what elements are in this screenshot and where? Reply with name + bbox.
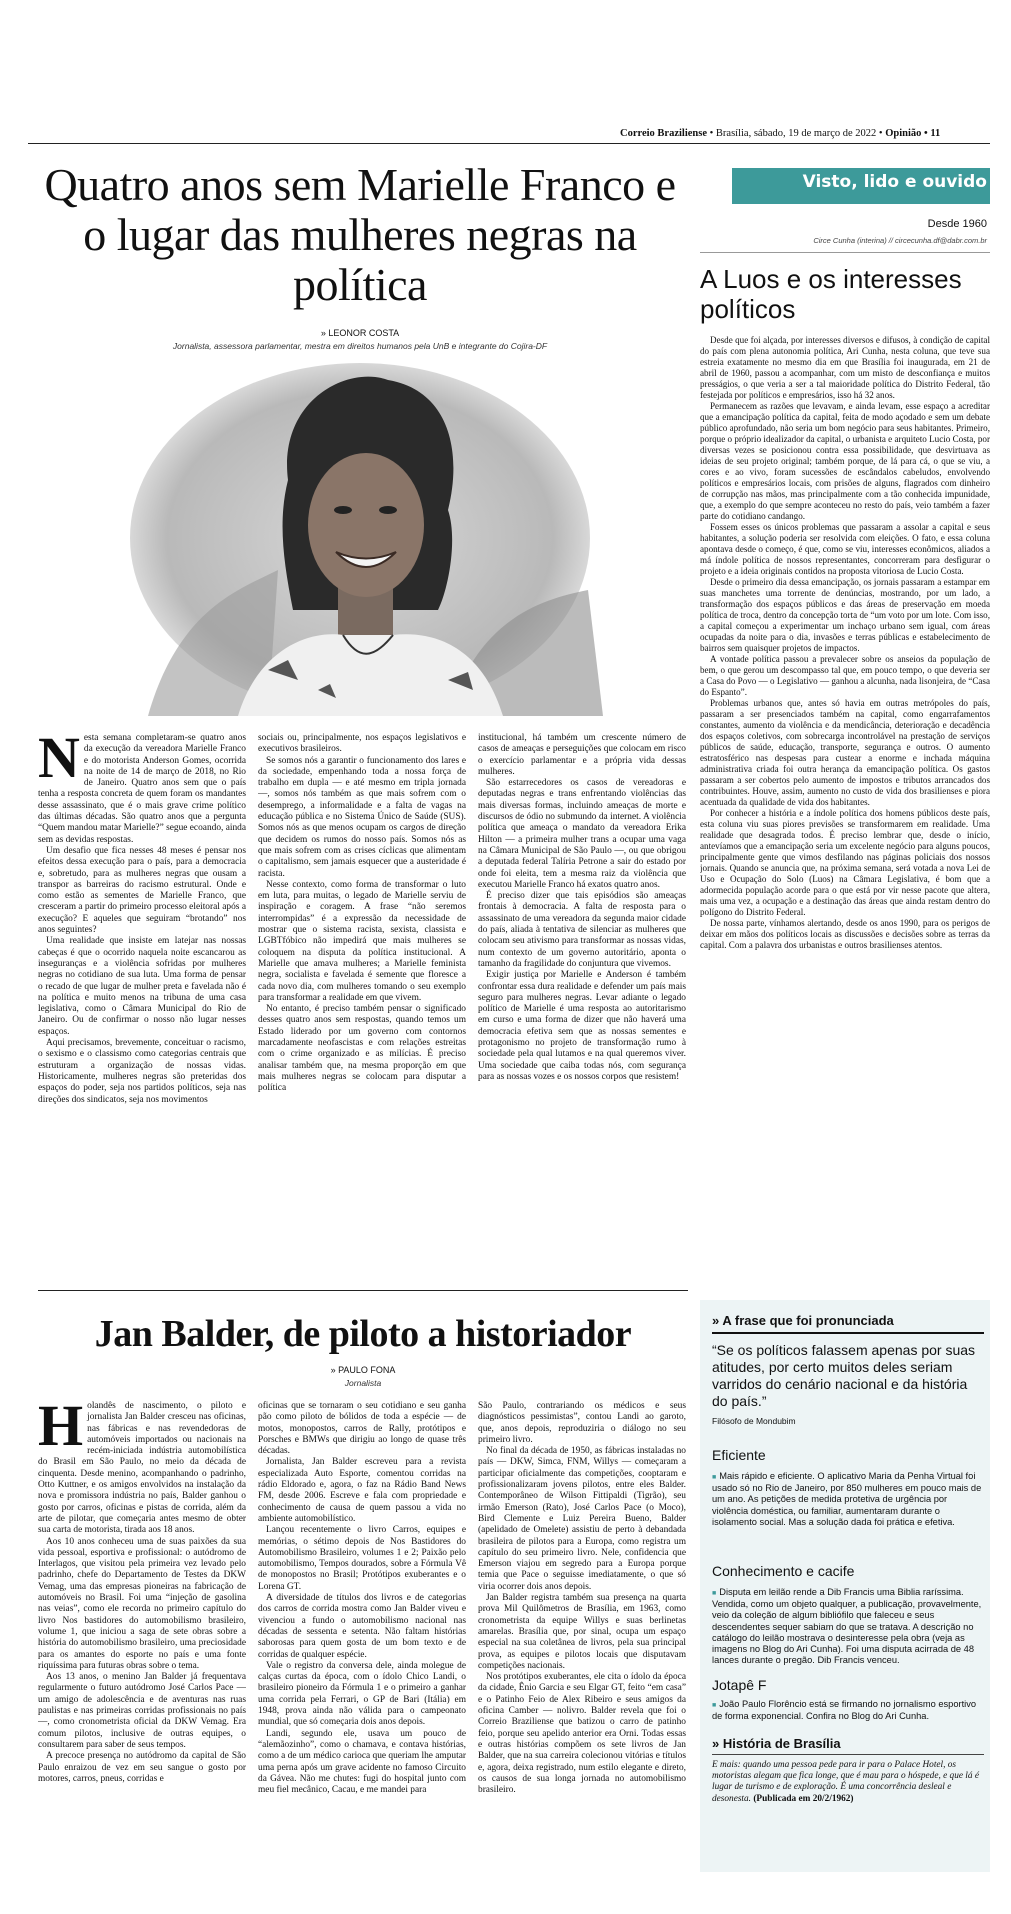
column-separator: [700, 252, 990, 253]
article-column-2: [258, 733, 466, 1281]
page-header: [620, 128, 990, 139]
history-text: E mais: quando uma pessoa pede para ir para o Palace Hotel, os motoristas alegam que fica longe, que é mau para o hóspede, e que lá é lugar de turismo e de exploração. É uma concorrência desleal e desonesta. (Publicada em 20/2/1962): [712, 1760, 979, 1804]
history-publication: (Publicada em 20/2/1962): [753, 1793, 854, 1804]
paragraph: Lançou recentemente o livro Carros, equipes e memórias, o sétimo depois de Nos Bastidores do Automobilismo Brasileiro, volumes 1 e 2; Paixão pelo automobilismo, Tempos dourados, sobre a Fórmula Vê de monopostos no Brasil; Protótipos exuberantes e o Lorena GT.: [258, 1525, 466, 1592]
paragraph: A precoce presença no autódromo da capital de São Paulo enraizou de vez em seu sangue o gosto por motores, carros, pneus, corridas e: [38, 1751, 246, 1784]
paragraph: São Paulo, contrariando os médicos e seus diagnósticos pessimistas”, contou Landi ao garoto, que, anos depois, reproduziria o diálogo no seu primeiro livro.: [478, 1401, 686, 1445]
paragraph: Aqui precisamos, brevemente, conceituar o racismo, o sexismo e o classismo como categorias centrais que estruturam a organização de nossas vidas. Historicamente, mulheres negras são preteridas dos espaços do poder, seja nos partidos políticos, seja nas direções dos sindicatos, seja nos movimentos: [38, 1038, 246, 1105]
column-name: Visto, lido e ouvido: [802, 172, 987, 192]
quote-author: Filósofo de Mondubim: [712, 1416, 796, 1426]
second-article-author-description: Jornalista: [344, 1378, 382, 1388]
note-text-conhecimento: ■ Disputa em leilão rende a Dib Francis uma Biblia raríssima. Vendida, como um objeto qualquer, a publicação, provavelmente, veio da coleção de algum bibliófilo que faleceu e seus descendentes sequer sabiam do que se tratava. A descrição no catálogo do leilão mostrava o desinteresse pela obra (veja as imagens no Blog do Ari Cunha). Foi uma disputa acirrada de 48 lances durante o pregão. Dib Francis venceu.: [712, 1587, 982, 1666]
paragraph: Desde o primeiro dia dessa emancipação, os jornais passaram a estampar em suas manchetes uma torrente de denúncias, mostrando, por um lado, a transformação dos espaços públicos e das áreas de preservação em moeda política de troca, dentro da concepção torta de “um voto por um lote. Com isso, a capital começou a experimentar um inchaço urbano sem igual, com áreas ocupadas da noite para o dia, invasões e terras públicas e estabelecimento de bairros sem quaisquer projetos de impactos.: [700, 577, 990, 653]
article-column-2: [258, 1401, 466, 1891]
paragraph: Nesse contexto, como forma de transformar o luto em luta, para muitas, o legado de Marielle serviu de inspiração e coragem. A frase “não seremos interrompidas” é a expressão da necessidade de mostrar que o sistema racista, sexista, classista e LGBTfóbico não impedirá que mais mulheres se coloquem na disputa da política institucional. A Marielle que amava mulheres; a Marielle feminista negra, socialista e favelada é semente que floresce a cada novo dia, com mulheres tomando o seu exemplo para transformar a realidade em que vivem.: [258, 879, 466, 1003]
history-rule: [712, 1754, 984, 1755]
article-author-description: Jornalista, assessora parlamentar, mestra em direitos humanos pela UnB e integrante do Cojira-DF: [172, 341, 548, 351]
paragraph: Um desafio que fica nesses 48 meses é pensar nos efeitos dessa execução para o país, para a democracia e, sobretudo, para as mulheres negras que ousam a transpor as barreiras do racismo estrutural. Onde e como estão as sementes de Marielle Franco, que cresceram a partir do primeiro processo eleitoral após a execução? E aqueles que seguiram “brotando” nos anos seguintes?: [38, 845, 246, 936]
note-title-conhecimento: Conhecimento e cacife: [712, 1563, 855, 1579]
article-body: [38, 733, 686, 1281]
article-column-3: [478, 733, 686, 1281]
quote-text: “Se os políticos falassem apenas por suas atitudes, por certo muitos deles seriam varridos do cenário nacional e da história do país.”: [712, 1342, 976, 1409]
note-title-eficiente: Eficiente: [712, 1447, 766, 1463]
paragraph: A diversidade de títulos dos livros e de categorias dos carros de corrida mostra como Jan Balder viveu e vivenciou a fundo o automobilismo nacional nas décadas de sessenta e setenta. Não faltam histórias saborosas para quem gosta de um bom texto e de corridas de qualquer espécie.: [258, 1593, 466, 1660]
paragraph: esta semana completaram-se quatro anos da execução da vereadora Marielle Franco e do motorista Anderson Gomes, ocorrida na noite de 14 de março de 2018, no Rio de Janeiro. Quatro anos sem que o país tenha a resposta concreta de quem foram os mandantes desse assassinato, que é o mais grave crime político das últimas décadas. São quatro anos que a pergunta “Quem mandou matar Marielle?” segue ecoando, ainda sem as devidas respostas.: [38, 733, 246, 845]
paragraph: No final da década de 1950, as fábricas instaladas no país — DKW, Simca, FNM, Willys — começaram a participar oficialmente das competições, cooptaram e profissionalizaram jovens pilotos, entre eles Balder. Contemporâneo de Wilson Fittipaldi (Tigrão), seu irmão Emerson (Rato), José Carlos Pace (o Moco), Bird Clemente e Luiz Pereira Bueno, Balder (apelidado de Omelete) assistiu de perto à debandada brasileira de pilotos para a Europa, como registra um capítulo do seu primeiro livro. Nele, confidencia que Emerson viajou em segredo para a Europa porque temia que Pace o seguisse imediatamente, o que só viria ocorrer dois anos depois.: [478, 1446, 686, 1592]
paragraph: Landi, segundo ele, usava um pouco de “alemãozinho”, como o chamava, e contava histórias, como a de um médico carioca que queriam lhe amputar uma perna após um grave acidente no famoso Circuito da Gávea. Não me chutes: fugi do hospital junto com meu fiel mecânico, Cacau, e me mandei para: [258, 1728, 466, 1796]
paragraph: institucional, há também um crescente número de casos de ameaças e perseguições que colocam em risco o exercício parlamentar e a própria vida dessas mulheres.: [478, 733, 686, 777]
article-separator: [38, 1290, 688, 1291]
paragraph: Vale o registro da conversa dele, ainda molegue de calças curtas da época, com o ídolo Chico Landi, o brasileiro pioneiro da Fórmula 1 e o primeiro a ganhar uma corrida pela Ferrari, o GP de Bari (Itália) em 1948, prova ainda não válida para o campeonato mundial, que só começaria dois anos depois.: [258, 1660, 466, 1728]
paragraph: Aos 13 anos, o menino Jan Balder já frequentava regularmente o futuro autódromo José Carlos Pace — um amigo de adolescência e de aventuras nas ruas paulistas e nas primeiras corridas profissionais no país —, como cronometrista oficial da DKW Vemag. Era comum pilotos, inclusive de outras equipes, o consultarem para saber de seus tempos.: [38, 1672, 246, 1750]
paragraph: Exigir justiça por Marielle e Anderson é também confrontar essa dura realidade e defender um país mais seguro para mulheres negras. Levar adiante o legado político de Marielle é uma resposta ao autoritarismo em curso e uma forma de dizer que não haverá uma democracia efetiva sem que as nossas sementes e protagonismo no projeto de transformação rumo à sociedade pela qual lutamos e na qual queremos viver. Uma sociedade que caiba todas nós, com segurança para as nossas vozes e os nossos corpos que resistem!: [478, 970, 686, 1082]
paragraph: No entanto, é preciso também pensar o significado desses quatro anos sem respostas, quando temos um Estado liderado por um governo com contornos marcadamente neofascistas e com relações estreitas com o crime organizado e as milícias. É preciso analisar também que, na mesma proporção em que mais mulheres negras se colocam para disputar a política: [258, 1004, 466, 1094]
note-title-jotape: Jotapê F: [712, 1677, 767, 1693]
column-body: [700, 335, 990, 1287]
column-author-email: Circe Cunha (interina) // circecunha.df@dabr.com.br: [813, 236, 987, 245]
header-section: Opinião: [885, 128, 922, 139]
portrait-illustration: [118, 360, 603, 716]
bullet-icon: ■: [712, 1702, 717, 1709]
header-date: • Brasília, sábado, 19 de março de 2022 •: [707, 128, 886, 139]
note-text-eficiente: ■ Mais rápido e eficiente. O aplicativo Maria da Penha Virtual foi usado só no Rio de Janeiro, por 850 mulheres em pouco mais de um ano. As petições de medida protetiva de urgência por violência doméstica, ou familiar, aumentaram durante o isolamento social. Mas a solução dada foi prática e efetiva.: [712, 1471, 982, 1527]
article-column-3: [478, 1401, 686, 1891]
article-column-1: [38, 1401, 246, 1891]
paragraph: Fossem esses os únicos problemas que passaram a assolar a capital e seus habitantes, a solução poderia ser resolvida com eleições. O fato, e essa coluna apontava desde o começo, é que, como se viu, interesses econômicos, aliados a má índole política de nossos representantes, concorreram para desfigurar o projeto e a ideia originais contidos na proposta vitoriosa de Lucio Costa.: [700, 522, 990, 576]
drop-cap: N: [38, 733, 80, 790]
second-article-body: [38, 1401, 686, 1891]
second-article-title: Jan Balder, de piloto a historiador: [94, 1313, 632, 1355]
paragraph: Uma realidade que insiste em latejar nas nossas cabeças é que o ocorrido naquela noite escancarou as inseguranças e a violência sofridas por mulheres negras no cotidiano de sua luta. Uma forma de pensar o recado de que lugar de mulher preta e favelada não é na política e muito menos na tribuna de uma casa legislativa, como o Câmara Municipal do Rio de Janeiro. Ou de confirmar o nosso não lugar nesses espaços.: [38, 936, 246, 1037]
paragraph: Jornalista, Jan Balder escreveu para a revista especializada Auto Esporte, comentou corridas na rádio Eldorado e, agora, o faz na Rádio Band News FM, desde 2006. Escreve e fala com propriedade e conhecimento de causa de quem passou a vida no ambiente automobilístico.: [258, 1457, 466, 1524]
page-number: • 11: [921, 128, 941, 139]
column-title: A Luos e os interesses políticos: [700, 264, 962, 324]
paragraph: Problemas urbanos que, antes só havia em outras metrópoles do país, passaram a ser presenciados também na capital, como engarrafamentos constantes, aumento da violência e da mendicância, deterioração e decadência dos espaços coletivos, com sobrecarga incontrolável na prestação de serviços públicos de saúde, educação, transporte, segurança e outros. O aumento estratosférico nas despesas para custear a enorme e inchada máquina administrativa criada foi outra herança da emancipação política. Os gastos passaram a ser cobertos pelo aumento de impostos e tributos arrancados dos contribuintes. Houve, assim, aumento no custo de vida dos brasilienses e piora acentuada da qualidade de vida dos habitantes.: [700, 698, 990, 807]
paragraph: Jan Balder registra também sua presença na quarta prova Mil Quilômetros de Brasília, em 1963, como cronometrista da equipe Willys e suas berlinetas amarelas. Brasília que, por sinal, ocupa um espaço especial na sua coletânea de livros, pela sua principal prova, as equipes e pilotos locais que disputavam competições nacionais.: [478, 1593, 686, 1671]
quote-rule: [712, 1332, 984, 1334]
paragraph: São estarrecedores os casos de vereadoras e deputadas negras e trans enfrentando violências das mais diversas formas, incluindo ameaças de morte e discursos de ódio no submundo da internet. A violência política que ameaça o mandato da vereadora Erika Hilton — a primeira mulher trans a ocupar uma vaga na Câmara Municipal de São Paulo —, ou que obrigou a deputada federal Talíria Petrone a sair do estado por onde foi eleita, tem a mesma raiz da violência que executou Marielle Franco há exatos quatro anos.: [478, 778, 686, 890]
paragraph: Permanecem as razões que levavam, e ainda levam, esse espaço a acreditar que a emancipação política da capital, feita de modo açodado e sem um debate público aprofundado, não seria um bom negócio para seus habitantes. Primeiro, porque o próprio idealizador da capital, o urbanista e arquiteto Lucio Costa, por diversas vezes se posicionou contra essa possibilidade, que desvirtuava as ideias de seu projeto original; também porque, de lá para cá, o que se viu, a cores e ao vivo, foram sucessões de escândalos cabeludos, envolvendo políticos e empresários locais, com prisões de alguns, flagrados com dinheiro de corrupção nas mãos, mas principalmente com a tão conhecida impunidade, que, a exemplo do que sempre aconteceu no resto do país, veio também a fazer parte do cotidiano candango.: [700, 401, 990, 521]
quote-section-title: » A frase que foi pronunciada: [712, 1313, 894, 1328]
paragraph: Se somos nós a garantir o funcionamento dos lares e da sociedade, empenhando toda a nossa força de trabalho em dupla — e até mesmo em tripla jornada —, somos nós também as que mais sofrem com o desemprego, a informalidade e a falta de vagas na educação pública e no Sistema Único de Saúde (SUS). Somos nós as que menos ocupam os cargos de direção que decidem os rumos do nosso país. Somos nós as que mais sofrem com as crises cíclicas que alimentam o capitalismo, sem jamais esquecer que a austeridade é racista.: [258, 755, 466, 879]
bullet-icon: ■: [712, 1590, 717, 1597]
drop-cap: H: [38, 1401, 84, 1458]
note-text-jotape: ■ João Paulo Florêncio está se firmando no jornalismo esportivo de forma exponencial. Confira no Blog do Ari Cunha.: [712, 1699, 977, 1722]
paragraph: De nossa parte, vínhamos alertando, desde os anos 1990, para os perigos de deixar em mãos dos políticos locais as discussões e decisões sobre as terras da capital. Com a palavra dos urbanistas e outros brasilienses atentos.: [700, 918, 990, 950]
paragraph: Aos 10 anos conheceu uma de suas paixões da sua vida pessoal, esportiva e profissional: o autódromo de Interlagos, que visitou pela primeira vez levado pelo padrinho, chefe do Departamento de Testes da DKW Vemag, uma das empresas pioneiras na fabricação de automóveis no Brasil. Foi uma “injeção de gasolina nas veias”, como ele recorda no primeiro capítulo do livro Nos bastidores do automobilismo brasileiro, volume 1, que iniciou a saga de sete obras sobre a história do automobilismo brasileiro, uma preciosidade para os amantes do esporte no país e uma fonte riquíssima para futuras obras sobre o tema.: [38, 1536, 246, 1671]
paragraph: A vontade política passou a prevalecer sobre os anseios da população de bem, o que gerou um descompasso tal que, em pouco tempo, o que deveria ser a Casa do Povo — o Legislativo — ganhou a alcunha, nada lisonjeira, de “Casa do Espanto”.: [700, 654, 990, 697]
paragraph: Desde que foi alçada, por interesses diversos e difusos, à condição de capital do país com plena autonomia política, Ari Cunha, nesta coluna, que teve sua estreia exatamente no mesmo dia em que Brasília foi inaugurada, em 21 de abril de 1960, passou a acompanhar, com um misto de desconfiança e muitos presságios, o que veria a ser a tal maioridade política do Distrito Federal, tão festejada por políticos e empresários, isso há 32 anos.: [700, 335, 990, 400]
paragraph: Por conhecer a história e a índole política dos homens públicos deste país, esta coluna viu suas piores previsões se transformarem em realidade. Uma realidade que desagrada todos. É preciso lembrar que, desde o início, antevíamos que a emancipação seria um excelente negócio para alguns poucos, principalmente gente que vimos desfilando nas páginas policiais dos nossos jornais. Quando se anuncia que, na próxima semana, será votada a nova Lei de Uso e Ocupação do Solo (Luos) na Câmara Legislativa, é bom que a adormecida população acorde para o que está por vir nesse pacote que altera, mais uma vez, a ocupação e a destinação das áreas que ainda restam dentro do polígono do Distrito Federal.: [700, 808, 990, 917]
article-title: Quatro anos sem Marielle Franco e o lugar das mulheres negras na política: [44, 159, 676, 310]
bullet-icon: ■: [712, 1474, 717, 1481]
paragraph: oficinas que se tornaram o seu cotidiano e seu ganha pão como piloto de bólidos de toda a espécie — de motos, monopostos, carros de Rally, protótipos e Porsches e BMWs que dirigiu ao longo de quase três décadas.: [258, 1401, 466, 1457]
article-column-1: [38, 733, 246, 1281]
header-rule: [28, 143, 990, 144]
history-section-title: » História de Brasília: [712, 1736, 841, 1751]
paragraph: Nos protótipos exuberantes, ele cita o ídolo da época da cidade, Ênio Garcia e seu Elgar GT, feito “em casa” e o Patinho Feio de Alex Ribeiro e seus amigos da oficina Camber — nolivro. Balder revela que foi o Correio Braziliense que batizou o carro de patinho feio, porque seu apelido anterior era Orni. Todas essas e outras histórias compõem os sete livros de Jan Balder, que na sua carreira colecionou vitórias e títulos e, agora, deixa registrado, num estilo elegante e direto, os causos de sua longa jornada no automobilismo brasileiro.: [478, 1672, 686, 1796]
paragraph: olandês de nascimento, o piloto e jornalista Jan Balder cresceu nas oficinas, nas fábricas e nas revendedoras de automóveis importados ou nacionais na recém-iniciada indústria automobilística do Brasil em São Paulo, no meio da década de cinquenta. Desde menino, acompanhando o padrinho, Otto Kuttner, e os amigos envolvidos na instalação da nova e promissora indústria no país, Balder ganhou o gosto por carros, oficinas e pistas de corrida, além da arte de pilotar, que começaria antes mesmo de obter sua carta de motorista, tirada aos 18 anos.: [38, 1401, 246, 1536]
column-since: Desde 1960: [927, 218, 987, 230]
article-author: » LEONOR COSTA: [320, 328, 400, 338]
paragraph: É preciso dizer que tais episódios são ameaças frontais à democracia. A falta de resposta para o assassinato de uma vereadora da segunda maior cidade do país, aliada à tentativa de silenciar as mulheres que colocam seu ativismo para transformar as nossas vidas, num contexto de um governo autoritário, aponta o tamanho da fragilidade do conjuntura que vivemos.: [478, 891, 686, 969]
paragraph: sociais ou, principalmente, nos espaços legislativos e executivos brasileiros.: [258, 733, 466, 755]
newspaper-name: Correio Braziliense: [620, 128, 707, 139]
second-article-author: » PAULO FONA: [330, 1365, 396, 1375]
